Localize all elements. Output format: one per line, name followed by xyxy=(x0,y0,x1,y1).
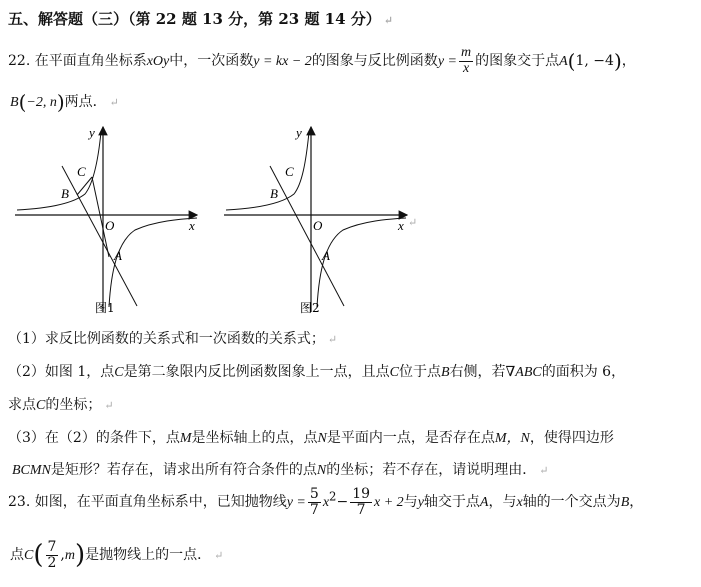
fig1-caption: 图1 xyxy=(95,301,115,315)
fig2-label-b: B xyxy=(270,186,278,201)
paragraph-mark-icon: ↵ xyxy=(327,333,338,346)
point-n: N xyxy=(316,463,327,478)
q23-text: 与 xyxy=(403,494,418,511)
q22-point-b-coords: −2, n xyxy=(26,95,57,110)
section-title: 五、解答题（三）（第 22 题 13 分，第 23 题 14 分） xyxy=(8,10,381,28)
q22-text: 是矩形？若存在，请求出所有符合条件的点 xyxy=(50,462,317,478)
q22-inverse-lhs: y = xyxy=(437,54,457,70)
q23-number: 23. xyxy=(8,494,31,511)
q23-fraction-1: $\frac{5}{7}$ xyxy=(309,486,319,518)
hyperbola-branch-2 xyxy=(226,132,309,210)
q23-text: 如图，在平面直角坐标系中，已知抛物线 xyxy=(34,494,287,511)
point-b: B xyxy=(440,365,450,380)
q22-point-a-coords: 1, −4 xyxy=(575,53,614,70)
q22-text: （2）如图 1，点 xyxy=(8,364,115,380)
q23-line-2: 点C( $\frac{7}{2}$ ,m)是抛物线上的一点． ↵ xyxy=(10,539,224,571)
fig2-caption: 图2 xyxy=(300,301,320,315)
q22-linear-function: y = kx − 2 xyxy=(253,54,312,70)
q22-text: 的图象交于点 xyxy=(475,53,560,70)
segment-ca xyxy=(92,177,109,257)
fig1-label-o: O xyxy=(105,218,115,233)
q23-exponent: 2 xyxy=(329,489,337,504)
q22-text: 的图象与反比例函数 xyxy=(311,53,438,70)
hyperbola-branch-4 xyxy=(317,218,406,307)
q23-text: 是抛物线上的一点． xyxy=(85,547,212,564)
q22-text: 是第二象限内反比例函数图象上一点，且点 xyxy=(123,364,390,380)
q23-x-axis: x xyxy=(516,495,523,511)
q23-text: 轴的一个交点为 xyxy=(522,494,621,511)
paragraph-mark-icon: ↵ xyxy=(109,96,119,109)
q22-number: 22. xyxy=(8,53,31,70)
q22-part-3-line-2 xyxy=(12,459,548,479)
line-y-kx-2 xyxy=(62,166,137,306)
q23-text: ， xyxy=(629,494,644,511)
quadrilateral-bcmn: BCMN xyxy=(12,463,51,478)
q22-part-1 xyxy=(8,328,337,348)
fig2-label-x: x xyxy=(398,218,404,233)
q23-y: y xyxy=(417,495,424,511)
q23-c-m: m xyxy=(64,548,75,564)
hyperbola-branch-4 xyxy=(109,218,197,307)
q22-text: 右侧，若 xyxy=(449,364,506,380)
q22-part-1-text: （1）求反比例函数的关系式和一次函数的关系式； xyxy=(8,331,325,347)
q23-fraction-2: $\frac{19}{7}$ xyxy=(352,486,371,518)
q22-point-b: B xyxy=(10,95,19,110)
q23-text: ，与 xyxy=(488,494,517,511)
figure-2 xyxy=(222,122,422,318)
q23-c-fraction: $\frac{7}{2}$ xyxy=(47,539,57,571)
q23-line-1 xyxy=(8,487,643,517)
fig2-label-c: C xyxy=(285,164,294,179)
q22-text: ， xyxy=(621,53,636,70)
q22-text: 两点． xyxy=(64,94,107,110)
paragraph-mark-icon: ↵ xyxy=(539,464,549,477)
fig1-label-a: A xyxy=(114,248,122,263)
fig1-label-x: x xyxy=(189,218,195,233)
fig2-label-o: O xyxy=(313,218,323,233)
q22-text: 中，一次函数 xyxy=(169,53,254,70)
q22-text: 求点 xyxy=(8,397,36,413)
point-c: C xyxy=(114,365,124,380)
point-n: N xyxy=(317,431,327,446)
q23-point-c: C xyxy=(24,548,34,564)
q22-part-2-line-2 xyxy=(8,394,114,414)
section-heading xyxy=(8,8,393,29)
fig2-label-y: y xyxy=(296,125,302,140)
q23-minus: − xyxy=(336,494,349,511)
q22-text: 是平面内一点，是否存在点 xyxy=(326,430,495,446)
q22-part-2-line-1 xyxy=(8,361,625,381)
q22-text: ，使得四边形 xyxy=(529,430,614,446)
q22-text: 的面积为 6， xyxy=(541,364,626,380)
figure-1 xyxy=(15,122,205,318)
paragraph-mark-icon: ↵ xyxy=(104,399,114,412)
line-y-kx-2 xyxy=(270,166,344,306)
fig1-label-b: B xyxy=(61,186,69,201)
q22-point-a: A xyxy=(559,54,568,70)
q22-inverse-fraction: $\frac{m}{x}$ xyxy=(460,45,472,76)
q22-text: 的坐标； xyxy=(45,397,102,413)
point-m: M xyxy=(179,431,192,446)
q23-x-plus: x + 2 xyxy=(374,495,404,511)
point-c: C xyxy=(36,398,46,413)
fig1-label-c: C xyxy=(77,164,86,179)
q23-point-b: B xyxy=(620,495,630,511)
q23-x: x xyxy=(322,495,330,511)
q22-text: 的坐标；若不存在，请说明理由． xyxy=(326,462,537,478)
q23-text: 轴交于点 xyxy=(423,494,480,511)
q22-line-1: 22. 在平面直角坐标系xOy中，一次函数y = kx − 2的图象与反比例函数y = $\frac{m}{x}$ 的图象交于点A(1, −4)， xyxy=(8,45,636,76)
q22-coord-system: xOy xyxy=(146,54,170,70)
q23-parabola-lhs: y = xyxy=(286,495,306,511)
q23-point-a: A xyxy=(479,495,489,511)
fig1-label-y: y xyxy=(89,125,95,140)
q22-part-3-line-1 xyxy=(8,427,614,447)
fig2-label-a: A xyxy=(322,248,330,263)
paragraph-mark-icon: ↵ xyxy=(383,14,393,27)
q22-text: 在平面直角坐标系 xyxy=(34,53,147,70)
paragraph-mark-icon: ↵ xyxy=(214,549,224,563)
q22-line-2: B(−2, n)两点． ↵ xyxy=(10,90,119,114)
triangle-abc: ∇ABC xyxy=(505,365,542,380)
q22-text: 是坐标轴上的点，点 xyxy=(191,430,318,446)
q23-text: 点 xyxy=(10,547,24,564)
q22-text: 位于点 xyxy=(398,364,441,380)
points-m-n: M，N xyxy=(494,431,530,446)
q22-text: （3）在（2）的条件下，点 xyxy=(8,430,180,446)
point-c: C xyxy=(389,365,399,380)
paragraph-mark-icon: ↵ xyxy=(408,217,418,229)
hyperbola-branch-2 xyxy=(17,132,101,210)
